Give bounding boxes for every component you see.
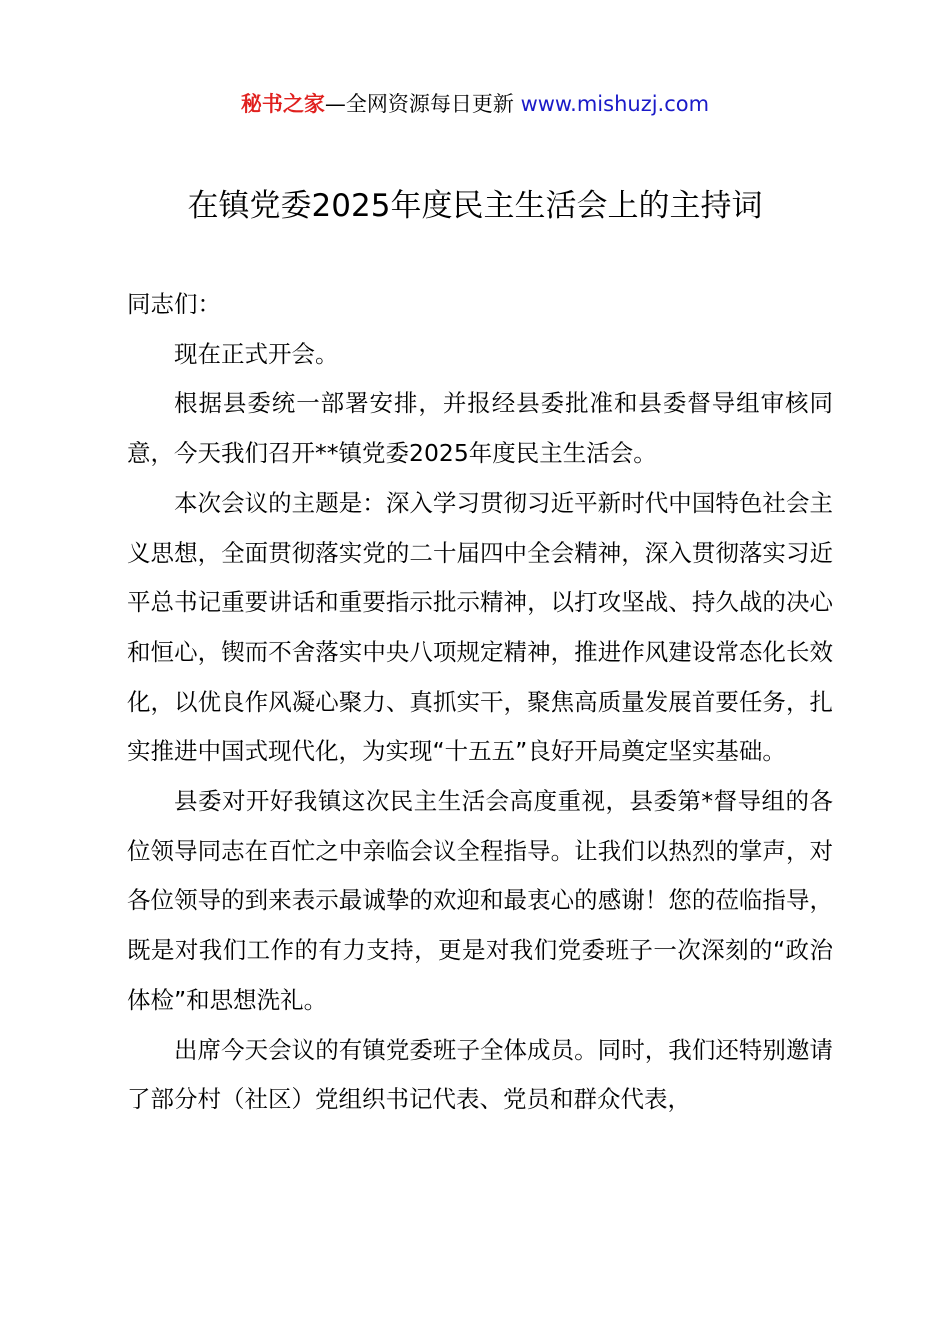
- site-url-link[interactable]: www.mishuzj.com: [520, 92, 710, 116]
- site-header: [0, 88, 950, 120]
- header-tagline: —全网资源每日更新: [324, 92, 521, 116]
- document-title: 在镇党委2025年度民主生活会上的主持词: [187, 188, 763, 224]
- paragraph: 县委对开好我镇这次民主生活会高度重视，县委第*督导组的各位领导同志在百忙之中亲临会议全程指导。让我们以热烈的掌声，对各位领导的到来表示最诚挚的欢迎和最衷心的感谢！您的莅临指导，既是对我们工作的有力支持，更是对我们党委班子一次深刻的“政治体检”和思想洗礼。: [127, 787, 833, 1014]
- brand-name: 秘书之家: [240, 92, 325, 116]
- paragraph: 根据县委统一部署安排，并报经县委批准和县委督导组审核同意，今天我们召开**镇党委2025年度民主生活会。: [127, 389, 833, 468]
- paragraph: 本次会议的主题是：深入学习贯彻习近平新时代中国特色社会主义思想，全面贯彻落实党的二十届四中全会精神，深入贯彻落实习近平总书记重要讲话和重要指示批示精神，以打攻坚战、持久战的决心和恒心，锲而不舍落实中央八项规定精神，推进作风建设常态化长效化，以优良作风凝心聚力、真抓实干，聚焦高质量发展首要任务，扎实推进中国式现代化，为实现“十五五”良好开局奠定坚实基础。: [127, 488, 833, 766]
- paragraph: 出席今天会议的有镇党委班子全体成员。同时，我们还特别邀请了部分村（社区）党组织书记代表、党员和群众代表，: [127, 1035, 833, 1114]
- document-body: [127, 280, 833, 1125]
- paragraph: 现在正式开会。: [174, 339, 339, 368]
- salutation: 同志们：: [127, 290, 221, 318]
